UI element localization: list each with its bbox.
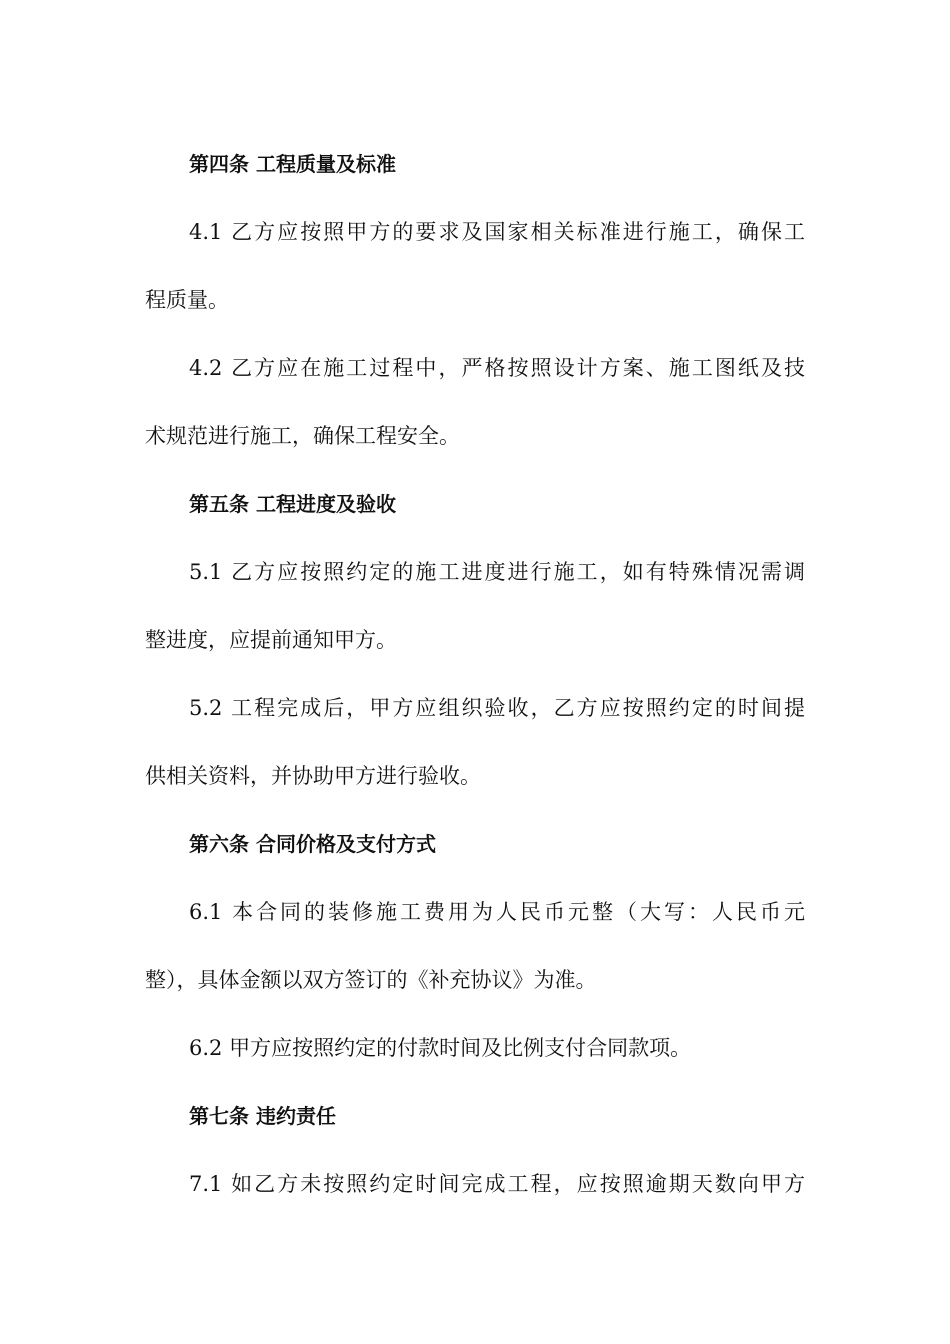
paragraph-line: 6.2 甲方应按照约定的付款时间及比例支付合同款项。 — [189, 1036, 692, 1060]
paragraph-line: 程质量。 — [145, 288, 229, 312]
section-heading: 第七条 违约责任 — [189, 1104, 336, 1128]
paragraph-line: 供相关资料，并协助甲方进行验收。 — [145, 764, 481, 788]
paragraph-line: 5.1 乙方应按照约定的施工进度进行施工，如有特殊情况需调 — [189, 560, 805, 584]
paragraph-line: 整进度，应提前通知甲方。 — [145, 628, 397, 652]
section-heading: 第四条 工程质量及标准 — [189, 152, 396, 176]
paragraph-line: 整），具体金额以双方签订的《补充协议》为准。 — [145, 968, 597, 992]
paragraph-line: 术规范进行施工，确保工程安全。 — [145, 424, 460, 448]
section-heading: 第六条 合同价格及支付方式 — [189, 832, 436, 856]
section-heading: 第五条 工程进度及验收 — [189, 492, 396, 516]
paragraph-line: 4.2 乙方应在施工过程中，严格按照设计方案、施工图纸及技 — [189, 356, 805, 380]
paragraph-line: 5.2 工程完成后，甲方应组织验收，乙方应按照约定的时间提 — [189, 696, 805, 720]
paragraph-line: 4.1 乙方应按照甲方的要求及国家相关标准进行施工，确保工 — [189, 220, 805, 244]
paragraph-line: 7.1 如乙方未按照约定时间完成工程，应按照逾期天数向甲方 — [189, 1172, 805, 1196]
document-body — [145, 130, 805, 1218]
paragraph-line: 6.1 本合同的装修施工费用为人民币元整（大写：人民币元 — [189, 900, 805, 924]
